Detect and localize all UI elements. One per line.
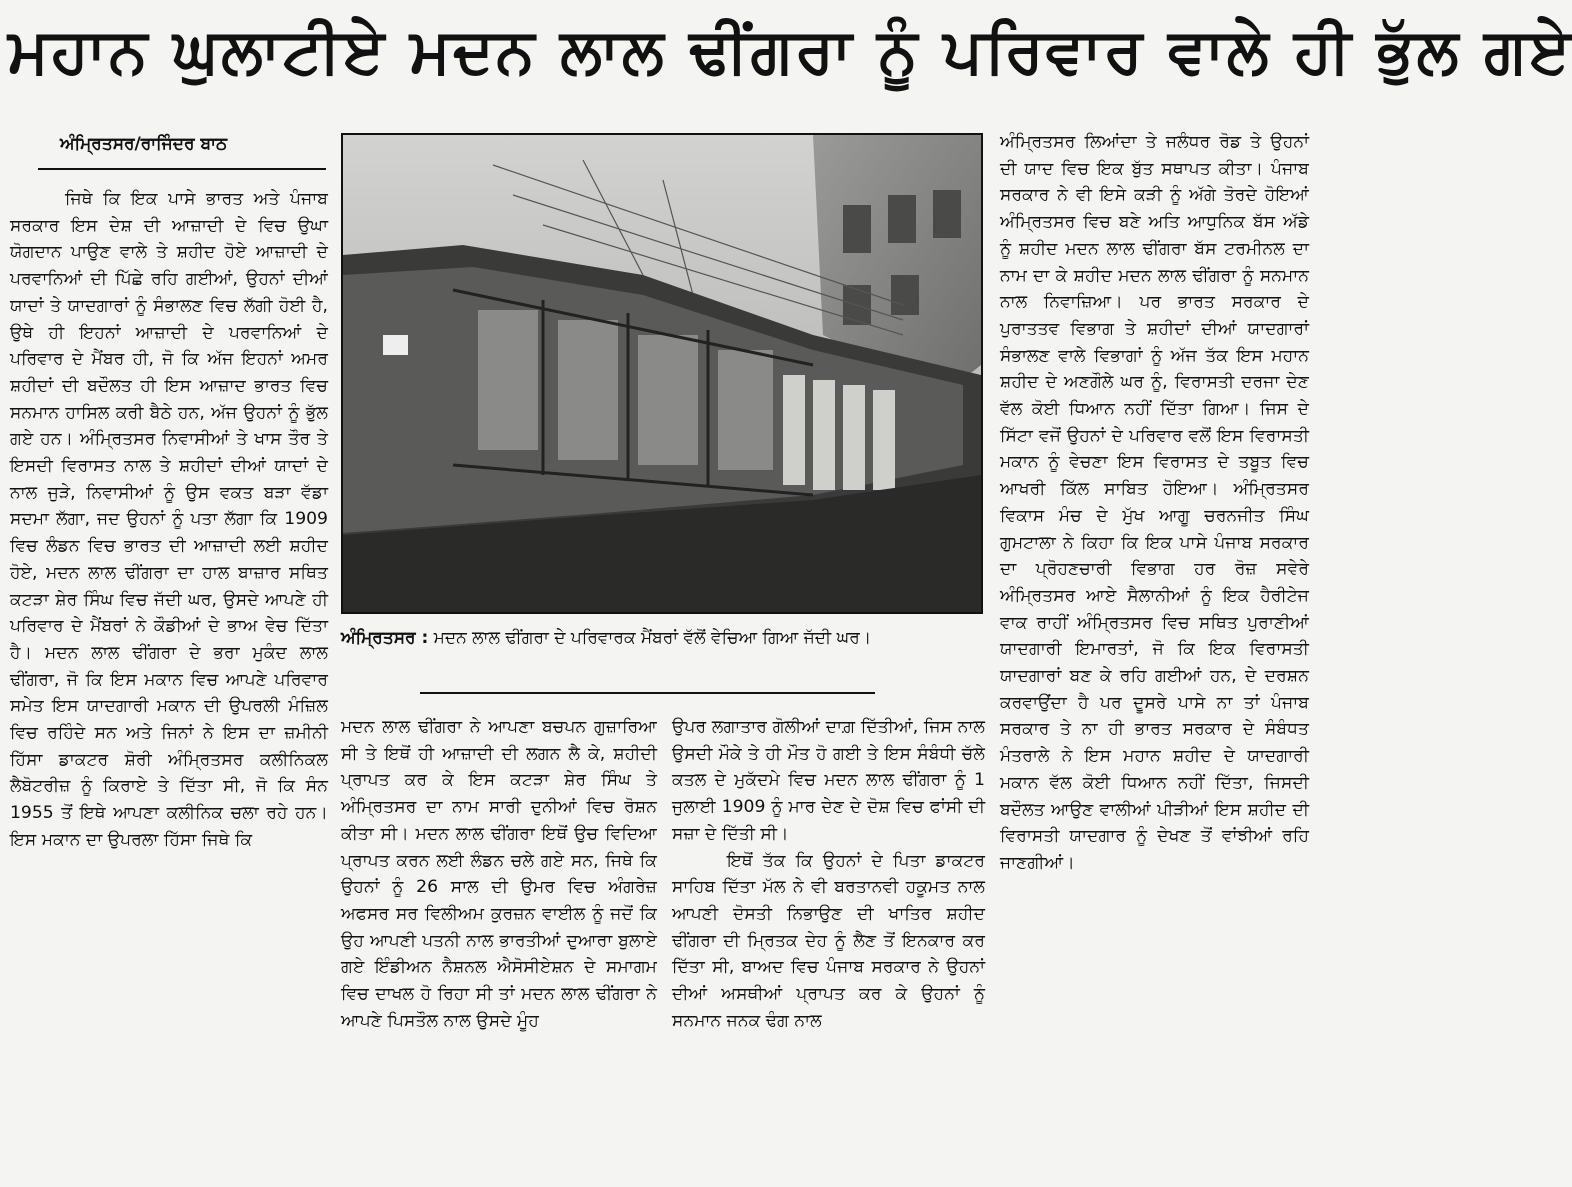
house-photo-image	[343, 135, 981, 612]
photo-caption	[341, 624, 986, 653]
byline: ਅੰਮ੍ਰਿਤਸਰ/ਰਾਜਿੰਦਰ ਬਾਠ	[60, 134, 228, 154]
article-column-1	[10, 186, 328, 1176]
article-column-3	[672, 714, 985, 1180]
article-paragraph: ਜਿਥੇ ਕਿ ਇਕ ਪਾਸੇ ਭਾਰਤ ਅਤੇ ਪੰਜਾਬ ਸਰਕਾਰ ਇਸ ਦੇਸ਼ ਦੀ ਆਜ਼ਾਦੀ ਦੇ ਵਿਚ ਉਘਾ ਯੋਗਦਾਨ ਪਾਉਣ ਵਾਲੇ ਤੇ ਸ਼ਹੀਦ ਹੋਏ ਆਜ਼ਾਦੀ ਦੇ ਪਰਵਾਨਿਆਂ ਦੀ ਪਿੱਛੇ ਰਹਿ ਗਈਆਂ, ਉਹਨਾਂ ਦੀਆਂ ਯਾਦਾਂ ਤੇ ਯਾਦਗਾਰਾਂ ਨੂੰ ਸੰਭਾਲਣ ਵਿਚ ਲੱਗੀ ਹੋਈ ਹੈ, ਉਥੇ ਹੀ ਇਹਨਾਂ ਆਜ਼ਾਦੀ ਦੇ ਪਰਵਾਨਿਆਂ ਦੇ ਪਰਿਵਾਰ ਦੇ ਮੈਂਬਰ ਹੀ, ਜੋ ਕਿ ਅੱਜ ਇਹਨਾਂ ਅਮਰ ਸ਼ਹੀਦਾਂ ਦੀ ਬਦੌਲਤ ਹੀ ਇਸ ਆਜ਼ਾਦ ਭਾਰਤ ਵਿਚ ਸਨਮਾਨ ਹਾਸਿਲ ਕਰੀ ਬੈਠੇ ਹਨ, ਅੱਜ ਉਹਨਾਂ ਨੂੰ ਭੁੱਲ ਗਏ ਹਨ। ਅੰਮ੍ਰਿਤਸਰ ਨਿਵਾਸੀਆਂ ਤੇ ਖਾਸ ਤੌਰ ਤੇ ਇਸਦੀ ਵਿਰਾਸਤ ਨਾਲ ਤੇ ਸ਼ਹੀਦਾਂ ਦੀਆਂ ਯਾਦਾਂ ਦੇ ਨਾਲ ਜੁੜੇ, ਨਿਵਾਸੀਆਂ ਨੂੰ ਉਸ ਵਕਤ ਬੜਾ ਵੱਡਾ ਸਦਮਾ ਲੱਗਾ, ਜਦ ਉਹਨਾਂ ਨੂੰ ਪਤਾ ਲੱਗਾ ਕਿ 1909 ਵਿਚ ਲੰਡਨ ਵਿਚ ਭਾਰਤ ਦੀ ਆਜ਼ਾਦੀ ਲਈ ਸ਼ਹੀਦ ਹੋਏ, ਮਦਨ ਲਾਲ ਢੀਂਗਰਾ ਦਾ ਹਾਲ ਬਾਜ਼ਾਰ ਸਥਿਤ ਕਟੜਾ ਸ਼ੇਰ ਸਿੰਘ ਵਿਚ ਜੱਦੀ ਘਰ, ਉਸਦੇ ਆਪਣੇ ਹੀ ਪਰਿਵਾਰ ਦੇ ਮੈਂਬਰਾਂ ਨੇ ਕੌਡੀਆਂ ਦੇ ਭਾਅ ਵੇਚ ਦਿੱਤਾ ਹੈ। ਮਦਨ ਲਾਲ ਢੀਂਗਰਾ ਦੇ ਭਰਾ ਮੁਕੰਦ ਲਾਲ ਢੀਂਗਰਾ, ਜੋ ਕਿ ਇਸ ਮਕਾਨ ਵਿਚ ਆਪਣੇ ਪਰਿਵਾਰ ਸਮੇਤ ਇਸ ਯਾਦਗਾਰੀ ਮਕਾਨ ਦੀ ਉਪਰਲੀ ਮੰਜ਼ਿਲ ਵਿਚ ਰਹਿੰਦੇ ਸਨ ਅਤੇ ਜਿਨਾਂ ਨੇ ਇਸ ਦਾ ਜ਼ਮੀਨੀ ਹਿੱਸਾ ਡਾਕਟਰ ਸ਼ੋਰੀ ਅੰਮ੍ਰਿਤਸਰ ਕਲੀਨਿਕਲ ਲੈਬੋਟਰੀਜ਼ ਨੂੰ ਕਿਰਾਏ ਤੇ ਦਿੱਤਾ ਸੀ, ਜੋ ਕਿ ਸੰਨ 1955 ਤੋਂ ਇਥੇ ਆਪਣਾ ਕਲੀਨਿਕ ਚਲਾ ਰਹੇ ਹਨ। ਇਸ ਮਕਾਨ ਦਾ ਉਪਰਲਾ ਹਿੱਸਾ ਜਿਥੇ ਕਿ	[10, 189, 328, 850]
byline-divider	[38, 168, 326, 170]
article-paragraph: ਅੰਮ੍ਰਿਤਸਰ ਲਿਆਂਦਾ ਤੇ ਜਲੰਧਰ ਰੋਡ ਤੇ ਉਹਨਾਂ ਦੀ ਯਾਦ ਵਿਚ ਇਕ ਬੁੱਤ ਸਥਾਪਤ ਕੀਤਾ। ਪੰਜਾਬ ਸਰਕਾਰ ਨੇ ਵੀ ਇਸੇ ਕੜੀ ਨੂੰ ਅੱਗੇ ਤੋਰਦੇ ਹੋਇਆਂ ਅੰਮ੍ਰਿਤਸਰ ਵਿਚ ਬਣੇ ਅਤਿ ਆਧੁਨਿਕ ਬੱਸ ਅੱਡੇ ਨੂੰ ਸ਼ਹੀਦ ਮਦਨ ਲਾਲ ਢੀਂਗਰਾ ਬੱਸ ਟਰਮੀਨਲ ਦਾ ਨਾਮ ਦਾ ਕੇ ਸ਼ਹੀਦ ਮਦਨ ਲਾਲ ਢੀਂਗਰਾ ਨੂੰ ਸਨਮਾਨ ਨਾਲ ਨਿਵਾਜ਼ਿਆ। ਪਰ ਭਾਰਤ ਸਰਕਾਰ ਦੇ ਪੁਰਾਤਤਵ ਵਿਭਾਗ ਤੇ ਸ਼ਹੀਦਾਂ ਦੀਆਂ ਯਾਦਗਾਰਾਂ ਸੰਭਾਲਣ ਵਾਲੇ ਵਿਭਾਗਾਂ ਨੂੰ ਅੱਜ ਤੱਕ ਇਸ ਮਹਾਨ ਸ਼ਹੀਦ ਦੇ ਅਣਗੌਲੇ ਘਰ ਨੂੰ, ਵਿਰਾਸਤੀ ਦਰਜਾ ਦੇਣ ਵੱਲ ਕੋਈ ਧਿਆਨ ਨਹੀਂ ਦਿੱਤਾ ਗਿਆ। ਜਿਸ ਦੇ ਸਿੱਟਾ ਵਜੋਂ ਉਹਨਾਂ ਦੇ ਪਰਿਵਾਰ ਵਲੋਂ ਇਸ ਵਿਰਾਸਤੀ ਮਕਾਨ ਨੂੰ ਵੇਚਣਾ ਇਸ ਵਿਰਾਸਤ ਦੇ ਤਬੂਤ ਵਿਚ ਆਖਰੀ ਕਿੱਲ ਸਾਬਿਤ ਹੋਇਆ। ਅੰਮ੍ਰਿਤਸਰ ਵਿਕਾਸ ਮੰਚ ਦੇ ਮੁੱਖ ਆਗੂ ਚਰਨਜੀਤ ਸਿੰਘ ਗੁਮਟਾਲਾ ਨੇ ਕਿਹਾ ਕਿ ਇਕ ਪਾਸੇ ਪੰਜਾਬ ਸਰਕਾਰ ਦਾ ਪ੍ਰੋਹਣਚਾਰੀ ਵਿਭਾਗ ਹਰ ਰੋਜ਼ ਸਵੇਰੇ ਅੰਮ੍ਰਿਤਸਰ ਆਏ ਸੈਲਾਨੀਆਂ ਨੂੰ ਇਕ ਹੈਰੀਟੇਜ ਵਾਕ ਰਾਹੀਂ ਅੰਮ੍ਰਿਤਸਰ ਵਿਚ ਸਥਿਤ ਪੁਰਾਣੀਆਂ ਯਾਦਗਾਰੀ ਇਮਾਰਤਾਂ, ਜੋ ਕਿ ਇਕ ਵਿਰਾਸਤੀ ਯਾਦਗਾਰਾਂ ਬਣ ਕੇ ਰਹਿ ਗਈਆਂ ਹਨ, ਦੇ ਦਰਸ਼ਨ ਕਰਵਾਉਂਦਾ ਹੈ ਪਰ ਦੂਸਰੇ ਪਾਸੇ ਨਾ ਤਾਂ ਪੰਜਾਬ ਸਰਕਾਰ ਤੇ ਨਾ ਹੀ ਭਾਰਤ ਸਰਕਾਰ ਦੇ ਸੰਬੰਧਤ ਮੰਤਰਾਲੇ ਨੇ ਇਸ ਮਹਾਨ ਸ਼ਹੀਦ ਦੇ ਯਾਦਗਾਰੀ ਮਕਾਨ ਵੱਲ ਕੋਈ ਧਿਆਨ ਨਹੀਂ ਦਿੱਤਾ, ਜਿਸਦੀ ਬਦੌਲਤ ਆਉਣ ਵਾਲੀਆਂ ਪੀੜੀਆਂ ਇਸ ਸ਼ਹੀਦ ਦੀ ਵਿਰਾਸਤੀ ਯਾਦਗਾਰ ਨੂੰ ਦੇਖਣ ਤੋਂ ਵਾਂਝੀਆਂ ਰਹਿ ਜਾਣਗੀਆਂ।	[1000, 132, 1309, 873]
caption-divider	[420, 692, 875, 694]
caption-text: ਮਦਨ ਲਾਲ ਢੀਂਗਰਾ ਦੇ ਪਰਿਵਾਰਕ ਮੈਂਬਰਾਂ ਵੱਲੋਂ ਵੇਚਿਆ ਗਿਆ ਜੱਦੀ ਘਰ।	[433, 628, 872, 648]
caption-dateline: ਅੰਮ੍ਰਿਤਸਰ :	[341, 628, 429, 648]
article-column-2	[341, 714, 657, 1180]
article-paragraph: ਇਥੋਂ ਤੱਕ ਕਿ ਉਹਨਾਂ ਦੇ ਪਿਤਾ ਡਾਕਟਰ ਸਾਹਿਬ ਦਿੱਤਾ ਮੱਲ ਨੇ ਵੀ ਬਰਤਾਨਵੀ ਹਕੂਮਤ ਨਾਲ ਆਪਣੀ ਦੋਸਤੀ ਨਿਭਾਉਣ ਦੀ ਖਾਤਿਰ ਸ਼ਹੀਦ ਢੀਂਗਰਾ ਦੀ ਮ੍ਰਿਤਕ ਦੇਹ ਨੂੰ ਲੈਣ ਤੋਂ ਇਨਕਾਰ ਕਰ ਦਿੱਤਾ ਸੀ, ਬਾਅਦ ਵਿਚ ਪੰਜਾਬ ਸਰਕਾਰ ਨੇ ਉਹਨਾਂ ਦੀਆਂ ਅਸਥੀਆਂ ਪ੍ਰਾਪਤ ਕਰ ਕੇ ਉਹਨਾਂ ਨੂੰ ਸਨਮਾਨ ਜਨਕ ਢੰਗ ਨਾਲ	[672, 850, 985, 1031]
house-photo	[341, 133, 983, 614]
article-column-4	[1000, 129, 1309, 1179]
article-paragraph: ਮਦਨ ਲਾਲ ਢੀਂਗਰਾ ਨੇ ਆਪਣਾ ਬਚਪਨ ਗੁਜ਼ਾਰਿਆ ਸੀ ਤੇ ਇਥੋਂ ਹੀ ਆਜ਼ਾਦੀ ਦੀ ਲਗਨ ਲੈ ਕੇ, ਸ਼ਹੀਦੀ ਪ੍ਰਾਪਤ ਕਰ ਕੇ ਇਸ ਕਟੜਾ ਸ਼ੇਰ ਸਿੰਘ ਤੇ ਅੰਮ੍ਰਿਤਸਰ ਦਾ ਨਾਮ ਸਾਰੀ ਦੁਨੀਆਂ ਵਿਚ ਰੋਸ਼ਨ ਕੀਤਾ ਸੀ। ਮਦਨ ਲਾਲ ਢੀਂਗਰਾ ਇਥੋਂ ਉਚ ਵਿਦਿਆ ਪ੍ਰਾਪਤ ਕਰਨ ਲਈ ਲੰਡਨ ਚਲੇ ਗਏ ਸਨ, ਜਿਥੇ ਕਿ ਉਹਨਾਂ ਨੂੰ 26 ਸਾਲ ਦੀ ਉਮਰ ਵਿਚ ਅੰਗਰੇਜ਼ ਅਫਸਰ ਸਰ ਵਿਲੀਅਮ ਕੁਰਜ਼ਨ ਵਾਈਲ ਨੂੰ ਜਦੋਂ ਕਿ ਉਹ ਆਪਣੀ ਪਤਨੀ ਨਾਲ ਭਾਰਤੀਆਂ ਦੁਆਰਾ ਬੁਲਾਏ ਗਏ ਇੰਡੀਅਨ ਨੈਸ਼ਨਲ ਐਸੋਸੀਏਸ਼ਨ ਦੇ ਸਮਾਗਮ ਵਿਚ ਦਾਖਲ ਹੋ ਰਿਹਾ ਸੀ ਤਾਂ ਮਦਨ ਲਾਲ ਢੀਂਗਰਾ ਨੇ ਆਪਣੇ ਪਿਸਤੌਲ ਨਾਲ ਉਸਦੇ ਮੂੰਹ	[341, 717, 657, 1031]
headline: ਮਹਾਨ ਘੁਲਾਟੀਏ ਮਦਨ ਲਾਲ ਢੀਂਗਰਾ ਨੂੰ ਪਰਿਵਾਰ ਵਾਲੇ ਹੀ ਭੁੱਲ ਗਏ	[8, 14, 1572, 87]
article-paragraph: ਉਪਰ ਲਗਾਤਾਰ ਗੋਲੀਆਂ ਦਾਗ਼ ਦਿੱਤੀਆਂ, ਜਿਸ ਨਾਲ ਉਸਦੀ ਮੌਕੇ ਤੇ ਹੀ ਮੌਤ ਹੋ ਗਈ ਤੇ ਇਸ ਸੰਬੰਧੀ ਚੱਲੇ ਕਤਲ ਦੇ ਮੁਕੱਦਮੇ ਵਿਚ ਮਦਨ ਲਾਲ ਢੀਂਗਰਾ ਨੂੰ 1 ਜੁਲਾਈ 1909 ਨੂੰ ਮਾਰ ਦੇਣ ਦੇ ਦੋਸ਼ ਵਿਚ ਫਾਂਸੀ ਦੀ ਸਜ਼ਾ ਦੇ ਦਿੱਤੀ ਸੀ।	[672, 717, 985, 844]
